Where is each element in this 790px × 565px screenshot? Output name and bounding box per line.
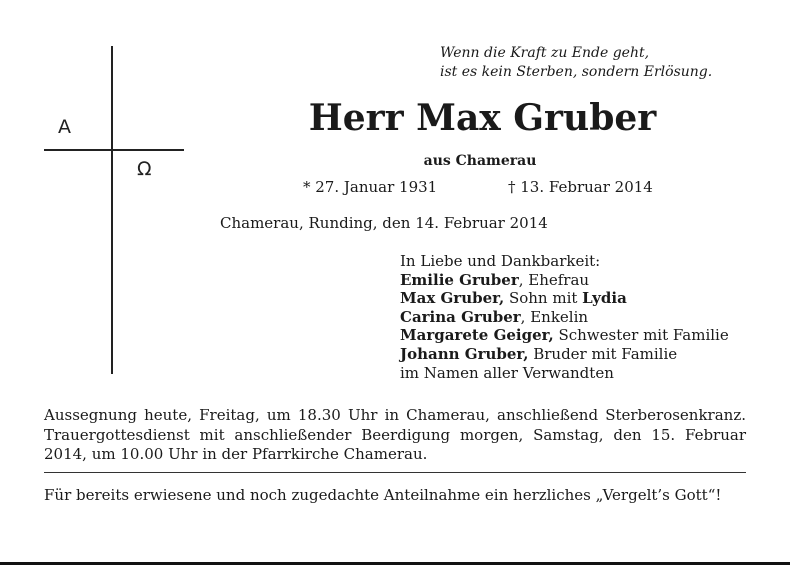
cross-horizontal-beam	[44, 149, 184, 151]
mourners-intro: In Liebe und Dankbarkeit:	[400, 252, 601, 270]
divider	[44, 472, 746, 473]
mourner-name: Margarete Geiger,	[400, 326, 554, 345]
omega-symbol: Ω	[137, 158, 152, 180]
thanks-note: Für bereits erwiesene und noch zugedachte Anteilnahme ein herzliches „Vergelt’s Gott“!	[44, 486, 722, 504]
death-date: † 13. Februar 2014	[508, 178, 653, 196]
mourner-row	[400, 271, 729, 290]
birth-date: * 27. Januar 1931	[303, 178, 438, 196]
mourners-block	[400, 252, 729, 382]
mourner-row	[400, 326, 729, 345]
mourner-row	[400, 308, 729, 327]
mourner-name: Johann Gruber,	[400, 344, 529, 363]
mourner-partner: Lydia	[582, 289, 627, 308]
motto	[440, 44, 712, 82]
mourner-name: Emilie Gruber	[400, 270, 519, 289]
mourner-name: Max Gruber,	[400, 289, 505, 308]
mourner-row	[400, 345, 729, 364]
mourners-closing: im Namen aller Verwandten	[400, 363, 614, 382]
deceased-origin: aus Chamerau	[423, 153, 537, 169]
motto-line-1: Wenn die Kraft zu Ende geht,	[440, 45, 650, 61]
mourner-relation: , Ehefrau	[518, 270, 590, 289]
motto-line-2: ist es kein Sterben, sondern Erlösung.	[440, 64, 713, 80]
mourner-row	[400, 289, 729, 308]
mourner-relation: Sohn mit	[504, 289, 583, 308]
place-and-date: Chamerau, Runding, den 14. Februar 2014	[220, 214, 548, 232]
mourner-relation: Schwester mit Familie	[553, 326, 729, 345]
alpha-symbol: A	[58, 116, 71, 138]
cross-vertical-beam	[111, 46, 113, 374]
service-details: Aussegnung heute, Freitag, um 18.30 Uhr in Chamerau, anschließend Sterberosenkranz. Trauergottesdienst mit anschließender Beerdigung morgen, Samstag, den 15. Februar 2014, um 10.00 Uhr in der Pfarrkirche Chamerau.	[44, 406, 746, 463]
mourner-relation: , Enkelin	[520, 307, 589, 326]
deceased-name: Herr Max Gruber	[308, 97, 657, 139]
mourner-relation: Bruder mit Familie	[528, 344, 678, 363]
mourner-name: Carina Gruber	[400, 307, 521, 326]
